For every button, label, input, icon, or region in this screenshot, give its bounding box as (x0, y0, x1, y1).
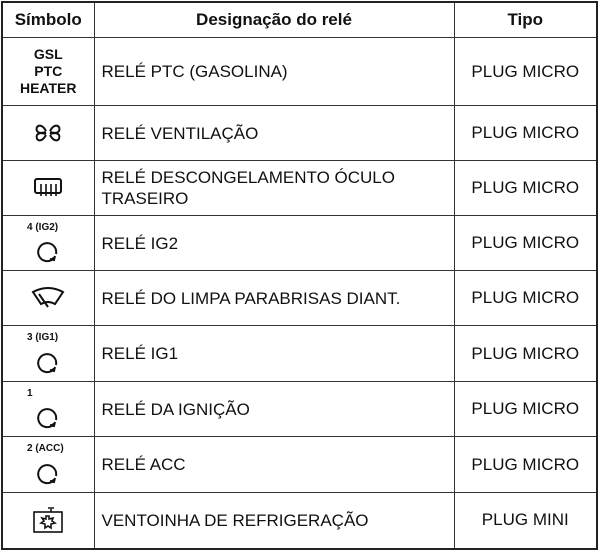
symbol-cell (2, 493, 94, 549)
type: PLUG MINI (454, 493, 597, 549)
table-row (2, 216, 597, 271)
ignition-icon (36, 240, 60, 264)
type: PLUG MICRO (454, 326, 597, 382)
symbol-text: HEATER (19, 80, 77, 96)
header-row (2, 2, 597, 38)
designation: RELÉ DESCONGELAMENTO ÓCULO TRASEIRO (94, 161, 454, 216)
fan-icon (33, 118, 63, 148)
designation: RELÉ PTC (GASOLINA) (94, 38, 454, 106)
ignition-icon (36, 351, 60, 375)
symbol-cell (2, 216, 94, 271)
relay-table (1, 1, 598, 550)
table-row (2, 161, 597, 216)
symbol-text: PTC (34, 63, 63, 79)
symbol-cell (2, 326, 94, 382)
symbol-text: GSL (33, 46, 63, 62)
table-row (2, 437, 597, 493)
radiator-fan-icon (32, 506, 64, 534)
symbol-cell (2, 161, 94, 216)
designation: RELÉ ACC (94, 437, 454, 493)
table-row (2, 38, 597, 106)
type: PLUG MICRO (454, 161, 597, 216)
symbol-cell (2, 38, 94, 106)
type: PLUG MICRO (454, 382, 597, 437)
header-symbol: Símbolo (2, 2, 94, 38)
table-row (2, 382, 597, 437)
symbol-cell (2, 106, 94, 161)
ignition-icon (36, 462, 60, 486)
symbol-cell (2, 382, 94, 437)
rear-defrost-icon (33, 177, 63, 199)
designation: RELÉ IG2 (94, 216, 454, 271)
front-wiper-icon (31, 286, 65, 310)
symbol-cell (2, 271, 94, 326)
symbol-cell (2, 437, 94, 493)
header-type: Tipo (454, 2, 597, 38)
type: PLUG MICRO (454, 38, 597, 106)
type: PLUG MICRO (454, 437, 597, 493)
designation: VENTOINHA DE REFRIGERAÇÃO (94, 493, 454, 549)
designation: RELÉ DA IGNIÇÃO (94, 382, 454, 437)
designation: RELÉ VENTILAÇÃO (94, 106, 454, 161)
type: PLUG MICRO (454, 106, 597, 161)
symbol-label: 1 (27, 388, 33, 399)
table-row (2, 326, 597, 382)
table-row (2, 271, 597, 326)
table-row (2, 106, 597, 161)
designation: RELÉ DO LIMPA PARABRISAS DIANT. (94, 271, 454, 326)
designation: RELÉ IG1 (94, 326, 454, 382)
ignition-icon (36, 406, 60, 430)
table-row (2, 493, 597, 549)
symbol-label: 4 (IG2) (27, 222, 59, 233)
gsl-ptc-heater-symbol (3, 46, 94, 97)
symbol-label: 3 (IG1) (27, 332, 59, 343)
header-designation: Designação do relé (94, 2, 454, 38)
type: PLUG MICRO (454, 271, 597, 326)
symbol-label: 2 (ACC) (27, 443, 64, 454)
type: PLUG MICRO (454, 216, 597, 271)
